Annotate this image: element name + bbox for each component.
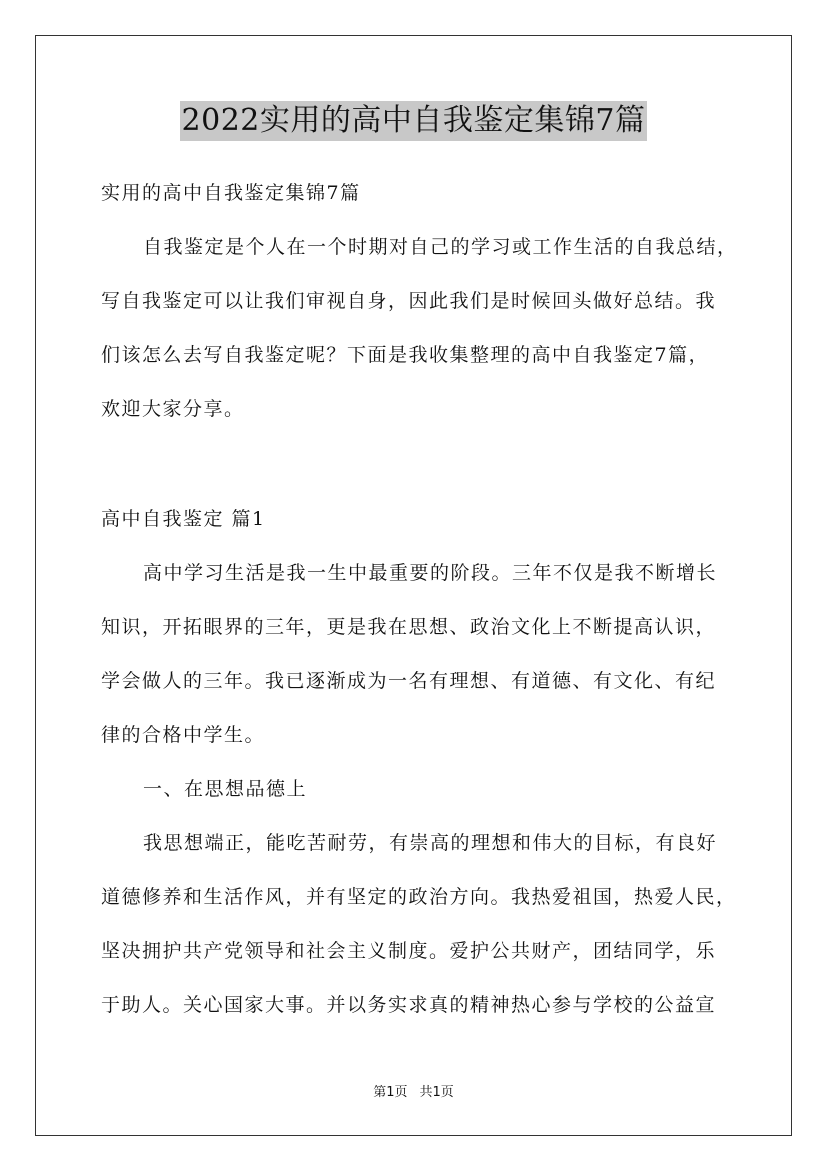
paragraph-line: 于助人。关心国家大事。并以务实求真的精神热心参与学校的公益宣 (101, 994, 717, 1016)
intro-line: 欢迎大家分享。 (101, 398, 245, 420)
intro-line: 们该怎么去写自我鉴定呢？下面是我收集整理的高中自我鉴定7篇， (101, 344, 710, 366)
title-container (0, 101, 827, 141)
subheading: 一、在思想品德上 (143, 778, 308, 800)
paragraph-line: 我思想端正，能吃苦耐劳，有崇高的理想和伟大的目标，有良好 (143, 832, 718, 854)
document-title: 2022实用的高中自我鉴定集锦7篇 (180, 101, 648, 141)
section-heading: 高中自我鉴定 篇1 (101, 508, 266, 530)
page-total: 共1页 (419, 1085, 454, 1100)
paragraph-line: 道德修养和生活作风，并有坚定的政治方向。我热爱祖国，热爱人民， (101, 886, 737, 908)
paragraph-line: 律的合格中学生。 (101, 724, 266, 746)
paragraph-line: 高中学习生活是我一生中最重要的阶段。三年不仅是我不断增长 (143, 562, 718, 584)
document-subtitle: 实用的高中自我鉴定集锦7篇 (101, 182, 361, 204)
page-number: 第1页 (373, 1085, 408, 1100)
page-footer (0, 1085, 827, 1101)
intro-line: 写自我鉴定可以让我们审视自身，因此我们是时候回头做好总结。我 (101, 290, 717, 312)
paragraph-line: 学会做人的三年。我已逐渐成为一名有理想、有道德、有文化、有纪 (101, 670, 717, 692)
intro-line: 自我鉴定是个人在一个时期对自己的学习或工作生活的自我总结， (143, 236, 738, 258)
paragraph-line: 知识，开拓眼界的三年，更是我在思想、政治文化上不断提高认识， (101, 616, 717, 638)
paragraph-line: 坚决拥护共产党领导和社会主义制度。爱护公共财产，团结同学，乐 (101, 940, 717, 962)
